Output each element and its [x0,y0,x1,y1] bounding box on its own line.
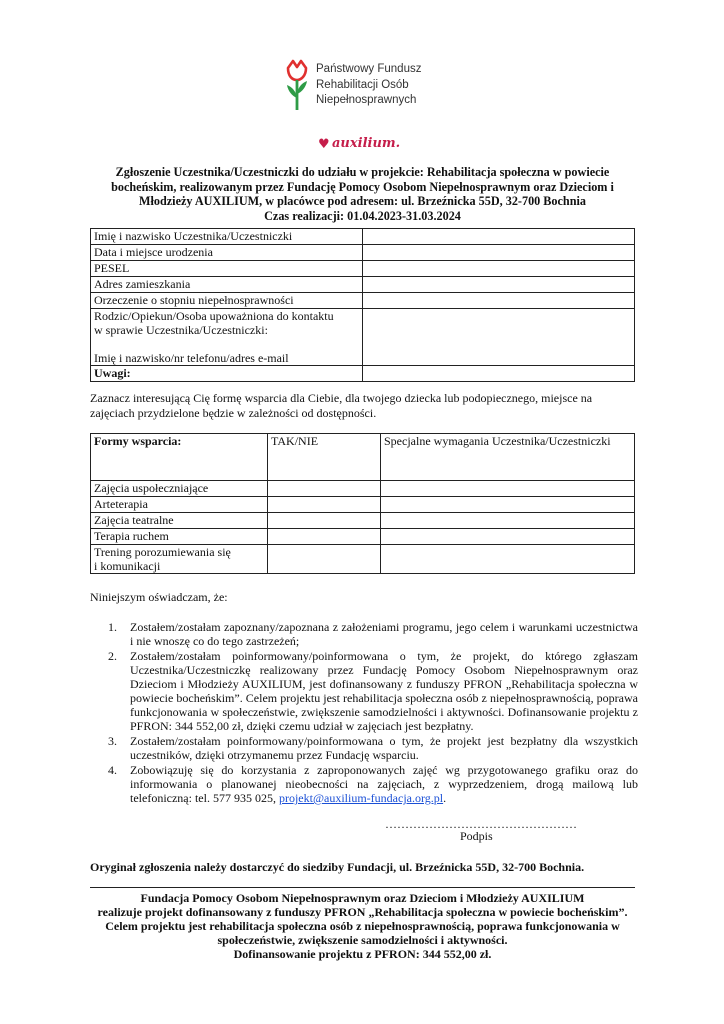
footer-line: Celem projektu jest rehabilitacja społeczna osób z niepełnosprawnością, poprawa funkcjonowania w [105,919,620,933]
declaration-item [90,620,638,648]
support-label-line: i komunikacji [94,559,161,573]
support-requirements-cell[interactable] [381,481,635,497]
title-line: bocheńskim, realizowanym przez Fundację Pomocy Osobom Niepełnosprawnym oraz Dzieciom i [111,179,614,194]
footer [80,891,645,961]
support-label: Arteterapia [91,497,268,513]
support-requirements-cell[interactable] [381,497,635,513]
support-header-row [91,434,635,481]
signature-line: ………………………………………… [385,817,577,831]
auxilium-logo-text: auxilium. [332,136,401,151]
form-value-cell[interactable] [363,309,635,366]
declaration-number: 2. [108,649,117,663]
form-row [91,277,635,293]
form-value-cell[interactable] [363,261,635,277]
declaration-text: Zostałem/zostałam zapoznany/zapoznana z założeniami programu, jego celem i warunkami uczestnictwa i nie wnoszę co do tego zastrzeżeń; [130,620,638,648]
tulip-logo-icon [283,58,313,114]
pfron-logo [283,58,483,114]
footer-line: Dofinansowanie projektu z PFRON: 344 552,00 zł. [233,947,492,961]
form-label: Orzeczenie o stopniu niepełnosprawności [91,293,363,309]
support-choice-cell[interactable] [268,481,381,497]
pfron-logo-line: Państwowy Fundusz [316,63,422,75]
declaration-item [90,734,638,762]
heart-icon: ♥ [318,137,330,152]
support-forms-table [90,433,635,574]
footer-line: realizuje projekt dofinansowany z funduszy PFRON „Rehabilitacja społeczna w powiecie bocheńskim”. [97,905,628,919]
remarks-label: Uwagi: [91,366,363,382]
form-value-cell[interactable] [363,245,635,261]
support-choice-cell[interactable] [268,529,381,545]
form-label: Adres zamieszkania [91,277,363,293]
declaration-item [90,763,638,805]
support-header: Formy wsparcia: [91,434,268,481]
declaration-text: Zostałem/zostałam poinformowany/poinformowana o tym, że projekt, do którego zgłaszam Uczestnika/Uczestniczkę realizowany przez Fundację Pomocy Osobom Niepełnosprawnym oraz Dzieciom i Młodzieży AUXILIUM, jest dofinansowany z funduszy PFRON „Rehabilitacja społeczna w powiecie bocheńskim”. Celem projektu jest rehabilitacja społeczna osób z niepełnosprawnością, poprawa funkcjonowania w społeczeństwie, zwiększenie samodzielności i aktywności. Dofinansowanie projektu z PFRON: 344 552,00 zł, dzięki czemu udział w zajęciach jest bezpłatny. [130,649,638,733]
footer-divider [90,887,635,888]
signature-label: Podpis [460,829,493,843]
footer-line: Fundacja Pomocy Osobom Niepełnosprawnym oraz Dzieciom i Młodzieży AUXILIUM [140,891,585,905]
form-value-cell[interactable] [363,366,635,382]
form-row-guardian [91,309,635,366]
form-value-cell[interactable] [363,229,635,245]
declaration-tail: . [443,791,447,805]
support-choice-cell[interactable] [268,513,381,529]
support-label: Zajęcia teatralne [91,513,268,529]
support-header: TAK/NIE [268,434,381,481]
guardian-label-line: w sprawie Uczestnika/Uczestniczki: [94,323,268,337]
support-requirements-cell[interactable] [381,529,635,545]
support-row [91,513,635,529]
declarations-list [90,620,638,806]
declaration-intro: Niniejszym oświadczam, że: [90,590,228,604]
instruction-line: Zaznacz interesującą Cię formę wsparcia dla Ciebie, dla twojego dziecka lub podopiecznego, miejsce na [90,391,593,405]
form-value-cell[interactable] [363,277,635,293]
declaration-number: 3. [108,734,117,748]
support-header: Specjalne wymagania Uczestnika/Uczestniczki [381,434,635,481]
email-link[interactable]: projekt@auxilium-fundacja.org.pl [278,791,444,805]
instruction-line: zajęciach przydzielone będzie w zależności od dostępności. [90,406,377,420]
support-row [91,545,635,574]
form-label: Data i miejsce urodzenia [91,245,363,261]
support-label [91,545,268,574]
support-requirements-cell[interactable] [381,545,635,574]
support-label-line: Trening porozumiewania się [94,545,231,559]
declaration-number: 4. [108,763,117,777]
declaration-text: Zostałem/zostałam poinformowany/poinformowana o tym, że projekt jest bezpłatny dla wszystkich uczestników, dzięki otrzymanemu przez Fundację wsparciu. [130,734,638,762]
participant-form-table [90,228,635,382]
support-row [91,529,635,545]
pfron-logo-line: Niepełnosprawnych [316,94,417,106]
footer-line: społeczeństwie, zwiększenie samodzielności i aktywności. [217,933,508,947]
declaration-item [90,649,638,733]
support-requirements-cell[interactable] [381,513,635,529]
declaration-text: Zobowiązuję się do korzystania z zaproponowanych zajęć wg przygotowanego grafiku oraz do informowania o planowanej nieobecności na zajęciach, z wyprzedzeniem, drogą mailową lub telefoniczną: tel. 577 935 025, [130,763,638,805]
title-line: Czas realizacji: 01.04.2023-31.03.2024 [264,208,461,223]
auxilium-logo [318,136,418,156]
guardian-label-line: Rodzic/Opiekun/Osoba upoważniona do kontaktu [94,309,334,323]
form-row [91,261,635,277]
form-row [91,293,635,309]
form-label: PESEL [91,261,363,277]
title-line: Zgłoszenie Uczestnika/Uczestniczki do udziału w projekcie: Rehabilitacja społeczna w powiecie [115,165,610,179]
form-row-remarks [91,366,635,382]
support-row [91,481,635,497]
guardian-label [91,309,363,366]
form-row [91,229,635,245]
original-submission-note: Oryginał zgłoszenia należy dostarczyć do siedziby Fundacji, ul. Brzeźnicka 55D, 32-700 Bochnia. [90,860,585,874]
pfron-logo-line: Rehabilitacji Osób [316,78,409,91]
form-value-cell[interactable] [363,293,635,309]
guardian-label-line: Imię i nazwisko/nr telefonu/adres e-mail [94,351,289,365]
support-row [91,497,635,513]
instruction-text [90,391,635,421]
support-choice-cell[interactable] [268,497,381,513]
page-title [90,165,635,223]
support-label: Zajęcia uspołeczniające [91,481,268,497]
title-line: Młodzieży AUXILIUM, w placówce pod adresem: ul. Brzeźnicka 55D, 32-700 Bochnia [139,194,586,208]
form-label: Imię i nazwisko Uczestnika/Uczestniczki [91,229,363,245]
support-choice-cell[interactable] [268,545,381,574]
support-label: Terapia ruchem [91,529,268,545]
declaration-number: 1. [108,620,117,634]
form-row [91,245,635,261]
